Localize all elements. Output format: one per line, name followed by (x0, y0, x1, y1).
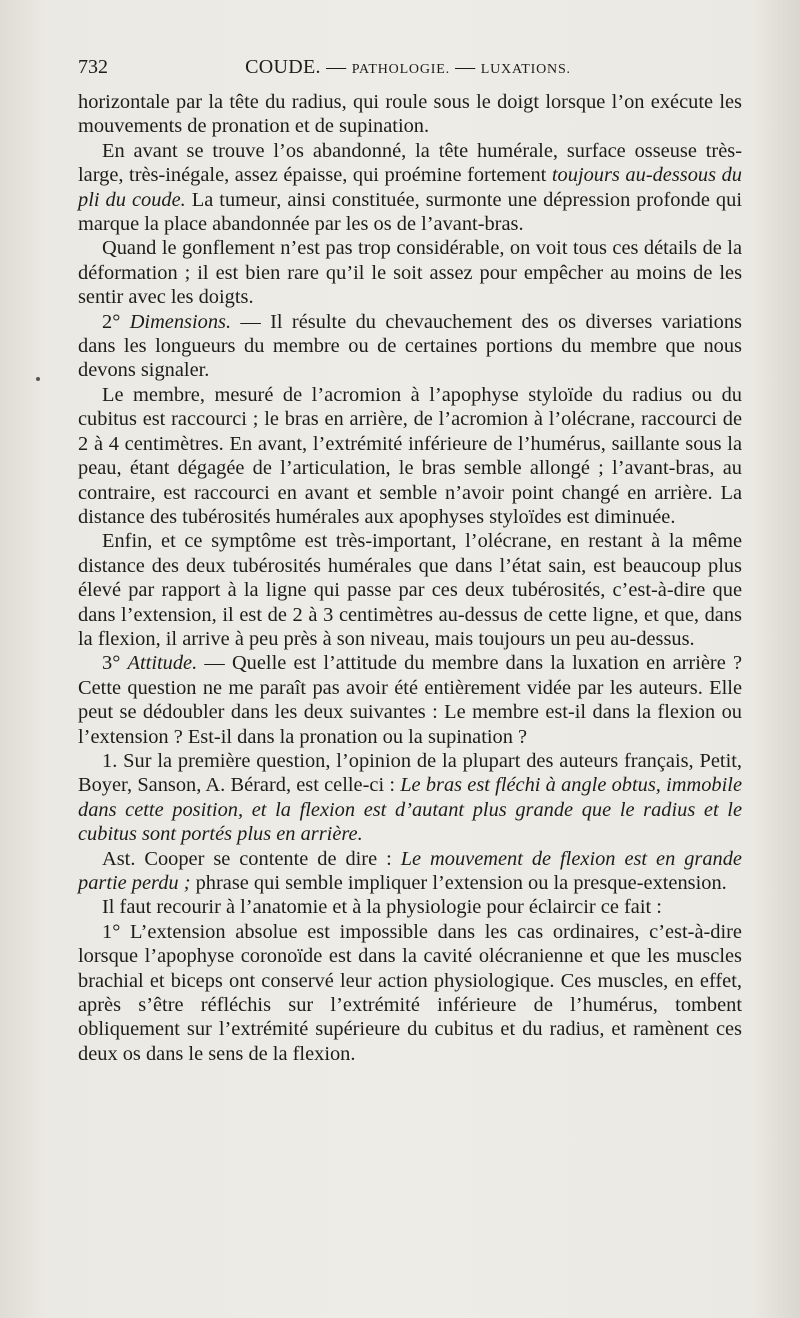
text-run: 3° (102, 652, 128, 675)
text-run: phrase qui semble impliquer l’extension ou la presque-extension. (190, 872, 727, 894)
text-run: Ast. Cooper se contente de dire : (102, 847, 401, 870)
running-title-main: COUDE. (245, 56, 321, 78)
italic-text: Dimensions. (129, 310, 232, 333)
italic-text: Attitude. (127, 652, 198, 675)
paragraph (78, 895, 742, 919)
text-run: — Il résulte du chevauchement des os diverses variations dans les longueurs du membre ou de certaines portions du membre que nous devons signaler. (78, 310, 742, 382)
text-run: La tumeur, ainsi constituée, surmonte une dépression profonde qui marque la place abandonnée par les os de l’avant-bras. (78, 188, 742, 236)
paragraph (78, 749, 742, 847)
text-run: Quand le gonflement n’est pas trop considérable, on voit tous ces détails de la déformation ; il est bien rare qu’il le soit assez pour empêcher au moins de les sentir avec les doigts. (78, 237, 742, 309)
text-run: 1. Sur la première question, l’opinion de la plupart des auteurs français, Petit, Boyer, Sanson, A. Bérard, est celle-ci : (78, 749, 742, 797)
paragraph (78, 90, 742, 139)
body-text (78, 90, 742, 1066)
running-title-separator: — (449, 56, 481, 78)
paragraph (78, 383, 742, 529)
italic-text: Le mouvement de flexion est en grande partie perdu ; (78, 847, 742, 894)
text-run: En avant se trouve l’os abandonné, la tête humérale, surface osseuse très-large, très-inégale, assez épaisse, qui proémine fortement (78, 139, 742, 187)
running-title-subsection: LUXATIONS. (480, 62, 571, 77)
paragraph (78, 651, 742, 749)
italic-text: toujours au-dessous du pli du coude. (78, 164, 742, 211)
paragraph (78, 920, 742, 1066)
text-run: horizontale par la tête du radius, qui roule sous le doigt lorsque l’on exécute les mouvements de pronation et de supination. (78, 91, 742, 138)
running-title-section: PATHOLOGIE. (351, 62, 450, 77)
running-header (78, 56, 738, 86)
running-title (78, 56, 738, 79)
text-run: Enfin, et ce symptôme est très-important, l’olécrane, en restant à la même distance des deux tubérosités humérales que dans l’état sain, est beaucoup plus élevé par rapport à la ligne qui passe par ces deux tubérosités, c’est-à-dire que dans l’extension, il est de 2 à 3 centimètres au-dessus de cette ligne, et que, dans la flexion, il arrive à peu près à son niveau, mais toujours un peu au-dessus. (78, 530, 742, 650)
paragraph (78, 310, 742, 383)
paragraph (78, 847, 742, 896)
paragraph (78, 139, 742, 237)
paragraph (78, 236, 742, 309)
running-title-separator: — (320, 56, 352, 78)
stray-ink-dot (36, 377, 40, 381)
text-run: 1° L’extension absolue est impossible dans les cas ordinaires, c’est-à-dire lorsque l’apophyse coronoïde est dans la cavité olécranienne et que les muscles brachial et biceps ont conservé leur action physiologique. Ces muscles, en effet, après s’être réfléchis sur l’extrémité inférieure de l’humérus, tombent obliquement sur l’extrémité supérieure du cubitus et du radius, et ramènent ces deux os dans le sens de la flexion. (78, 920, 742, 1065)
text-run: Le membre, mesuré de l’acromion à l’apophyse styloïde du radius ou du cubitus est raccourci ; le bras en arrière, de l’acromion à l’olécrane, raccourci de 2 à 4 centimètres. En avant, l’extrémité inférieure de l’humérus, saillante sous la peau, étant dégagée de l’articulation, le bras semble allongé ; l’avant-bras, au contraire, est raccourci en avant et semble n’avoir point changé en arrière. La distance des tubérosités humérales aux apophyses styloïdes est diminuée. (78, 383, 742, 528)
paragraph (78, 529, 742, 651)
text-run: Il faut recourir à l’anatomie et à la physiologie pour éclaircir ce fait : (102, 896, 662, 919)
italic-text: Le bras est fléchi à angle obtus, immobile dans cette position, et la flexion est d’autant plus grande que le radius et le cubitus sont portés plus en arrière. (78, 774, 742, 846)
text-run: 2° (102, 310, 130, 333)
text-run: — Quelle est l’attitude du membre dans la luxation en arrière ? Cette question ne me paraît pas avoir été entièrement vidée par les auteurs. Elle peut se dédoubler dans les deux suivantes : Le membre est-il dans la flexion ou l’extension ? Est-il dans la pronation ou la supination ? (78, 652, 742, 748)
page-number: 732 (78, 56, 108, 78)
